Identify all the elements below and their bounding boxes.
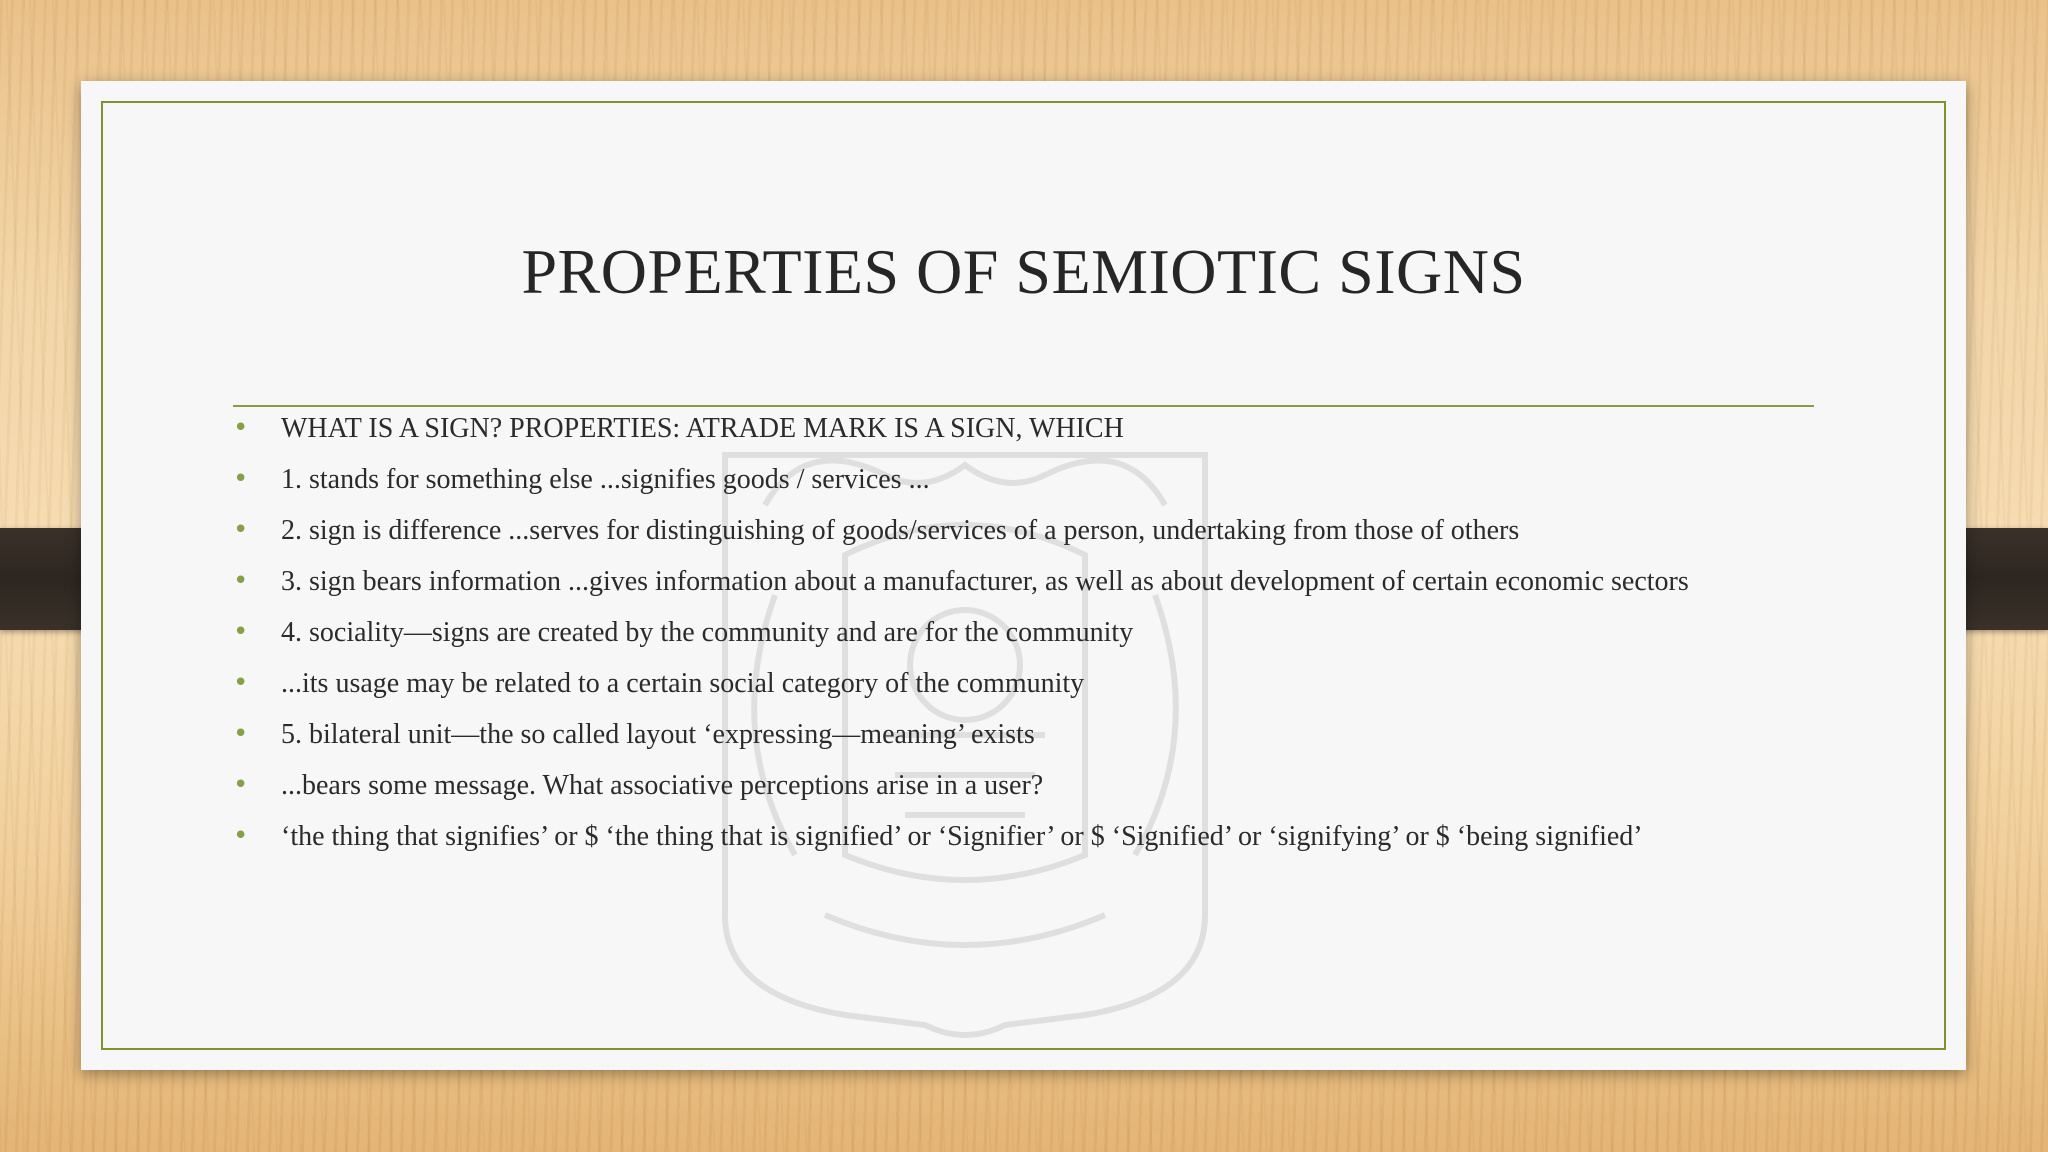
bullet-item — [233, 770, 1814, 801]
bullet-text: 4. sociality—signs are created by the community and are for the community — [281, 617, 1134, 648]
bullet-dot-icon: • — [233, 566, 249, 596]
bullet-text: 1. stands for something else ...signifies goods / services ... — [281, 464, 930, 495]
bullet-item — [233, 566, 1814, 597]
slide-title: PROPERTIES OF SEMIOTIC SIGNS — [521, 236, 1526, 307]
slide — [81, 81, 1966, 1070]
bullet-text: ...its usage may be related to a certain social category of the community — [281, 668, 1085, 699]
bullet-dot-icon: • — [233, 464, 249, 494]
bullet-item — [233, 413, 1814, 444]
bullet-dot-icon: • — [233, 515, 249, 545]
bullet-text: 2. sign is difference ...serves for distinguishing of goods/services of a person, undertaking from those of others — [281, 515, 1520, 546]
bullet-dot-icon: • — [233, 719, 249, 749]
bullet-item — [233, 821, 1814, 852]
bullet-dot-icon: • — [233, 413, 249, 443]
bullet-item — [233, 617, 1814, 648]
bullet-dot-icon: • — [233, 668, 249, 698]
bullet-item — [233, 719, 1814, 750]
bullet-text: 5. bilateral unit—the so called layout ‘expressing—meaning’ exists — [281, 719, 1035, 750]
bullet-list — [233, 413, 1814, 852]
bullet-text: ‘the thing that signifies’ or $ ‘the thing that is signified’ or ‘Signifier’ or $ ‘Signified’ or ‘signifying’ or $ ‘being signified’ — [281, 821, 1643, 852]
bullet-item — [233, 464, 1814, 495]
bullet-text: WHAT IS A SIGN? PROPERTIES: ATRADE MARK IS A SIGN, WHICH — [281, 413, 1124, 444]
bullet-item — [233, 668, 1814, 699]
bullet-dot-icon: • — [233, 770, 249, 800]
bullet-dot-icon: • — [233, 821, 249, 851]
bullet-item — [233, 515, 1814, 546]
bullet-text: 3. sign bears information ...gives information about a manufacturer, as well as about development of certain economic sectors — [281, 566, 1689, 597]
bullet-text: ...bears some message. What associative perceptions arise in a user? — [281, 770, 1044, 801]
bullet-dot-icon: • — [233, 617, 249, 647]
title-divider — [233, 405, 1814, 407]
